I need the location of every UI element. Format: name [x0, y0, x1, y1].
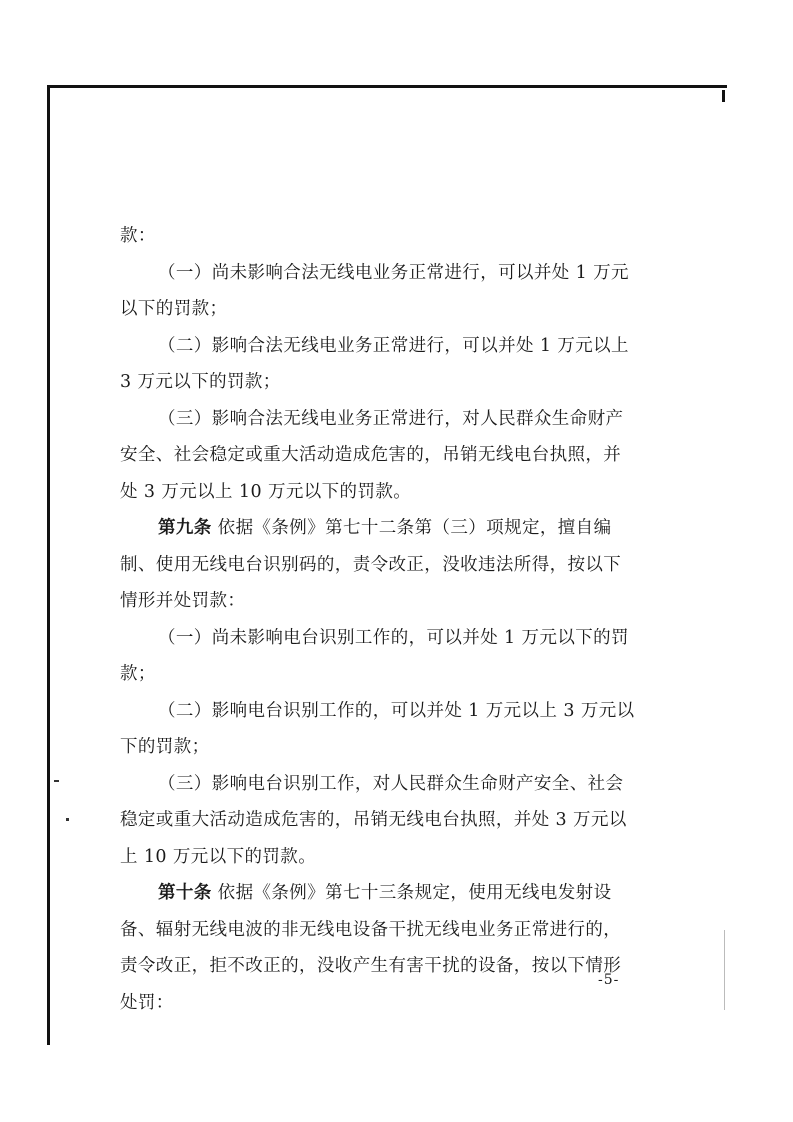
text-line: 款； — [120, 664, 156, 684]
text-line: 款： — [120, 226, 156, 246]
scan-edge-left — [47, 85, 50, 1045]
text-line: 处 3 万元以上 10 万元以下的罚款。 — [120, 481, 412, 502]
article-number: 第九条 — [158, 518, 212, 538]
scan-edge-right-faint — [724, 930, 725, 1010]
text-line: （一）尚未影响合法无线电业务正常进行，可以并处 1 万元 — [158, 262, 629, 283]
text-line: 备、辐射无线电波的非无线电设备干扰无线电业务正常进行的， — [120, 919, 622, 940]
document-body — [120, 218, 650, 1021]
text-line: （三）影响电台识别工作，对人民群众生命财产安全、社会 — [158, 773, 624, 794]
text-line: 责令改正，拒不改正的，没收产生有害干扰的设备，按以下情形 — [120, 956, 622, 976]
scan-speck — [54, 780, 59, 782]
text-line: （一）尚未影响电台识别工作的，可以并处 1 万元以下的罚 — [158, 627, 629, 648]
text-line: 处罚： — [120, 992, 174, 1013]
article-heading-line: 第九条 依据《条例》第七十二条第（三）项规定，擅自编 — [158, 518, 612, 538]
text-line: 制、使用无线电台识别码的，责令改正，没收违法所得，按以下 — [120, 554, 622, 575]
text-line: 稳定或重大活动造成危害的，吊销无线电台执照，并处 3 万元以 — [120, 810, 627, 830]
article-number: 第十条 — [158, 883, 212, 903]
text-line: 以下的罚款； — [120, 299, 228, 319]
scan-edge-right — [722, 90, 725, 102]
text-line: （二）影响合法无线电业务正常进行，可以并处 1 万元以上 — [158, 335, 629, 356]
page-number: -5- — [598, 972, 620, 988]
text-line: 情形并处罚款： — [120, 591, 246, 611]
text-line: （二）影响电台识别工作的，可以并处 1 万元以上 3 万元以 — [158, 700, 635, 721]
scan-speck — [66, 818, 69, 821]
text-line: 3 万元以下的罚款； — [120, 372, 281, 392]
text-line: （三）影响合法无线电业务正常进行，对人民群众生命财产 — [158, 408, 624, 429]
article-heading-line: 第十条 依据《条例》第七十三条规定，使用无线电发射设 — [158, 883, 612, 903]
scan-edge-top — [47, 85, 727, 88]
text-line: 安全、社会稳定或重大活动造成危害的，吊销无线电台执照，并 — [120, 445, 622, 465]
text-line: 下的罚款； — [120, 737, 210, 757]
text-line: 上 10 万元以下的罚款。 — [120, 846, 317, 867]
